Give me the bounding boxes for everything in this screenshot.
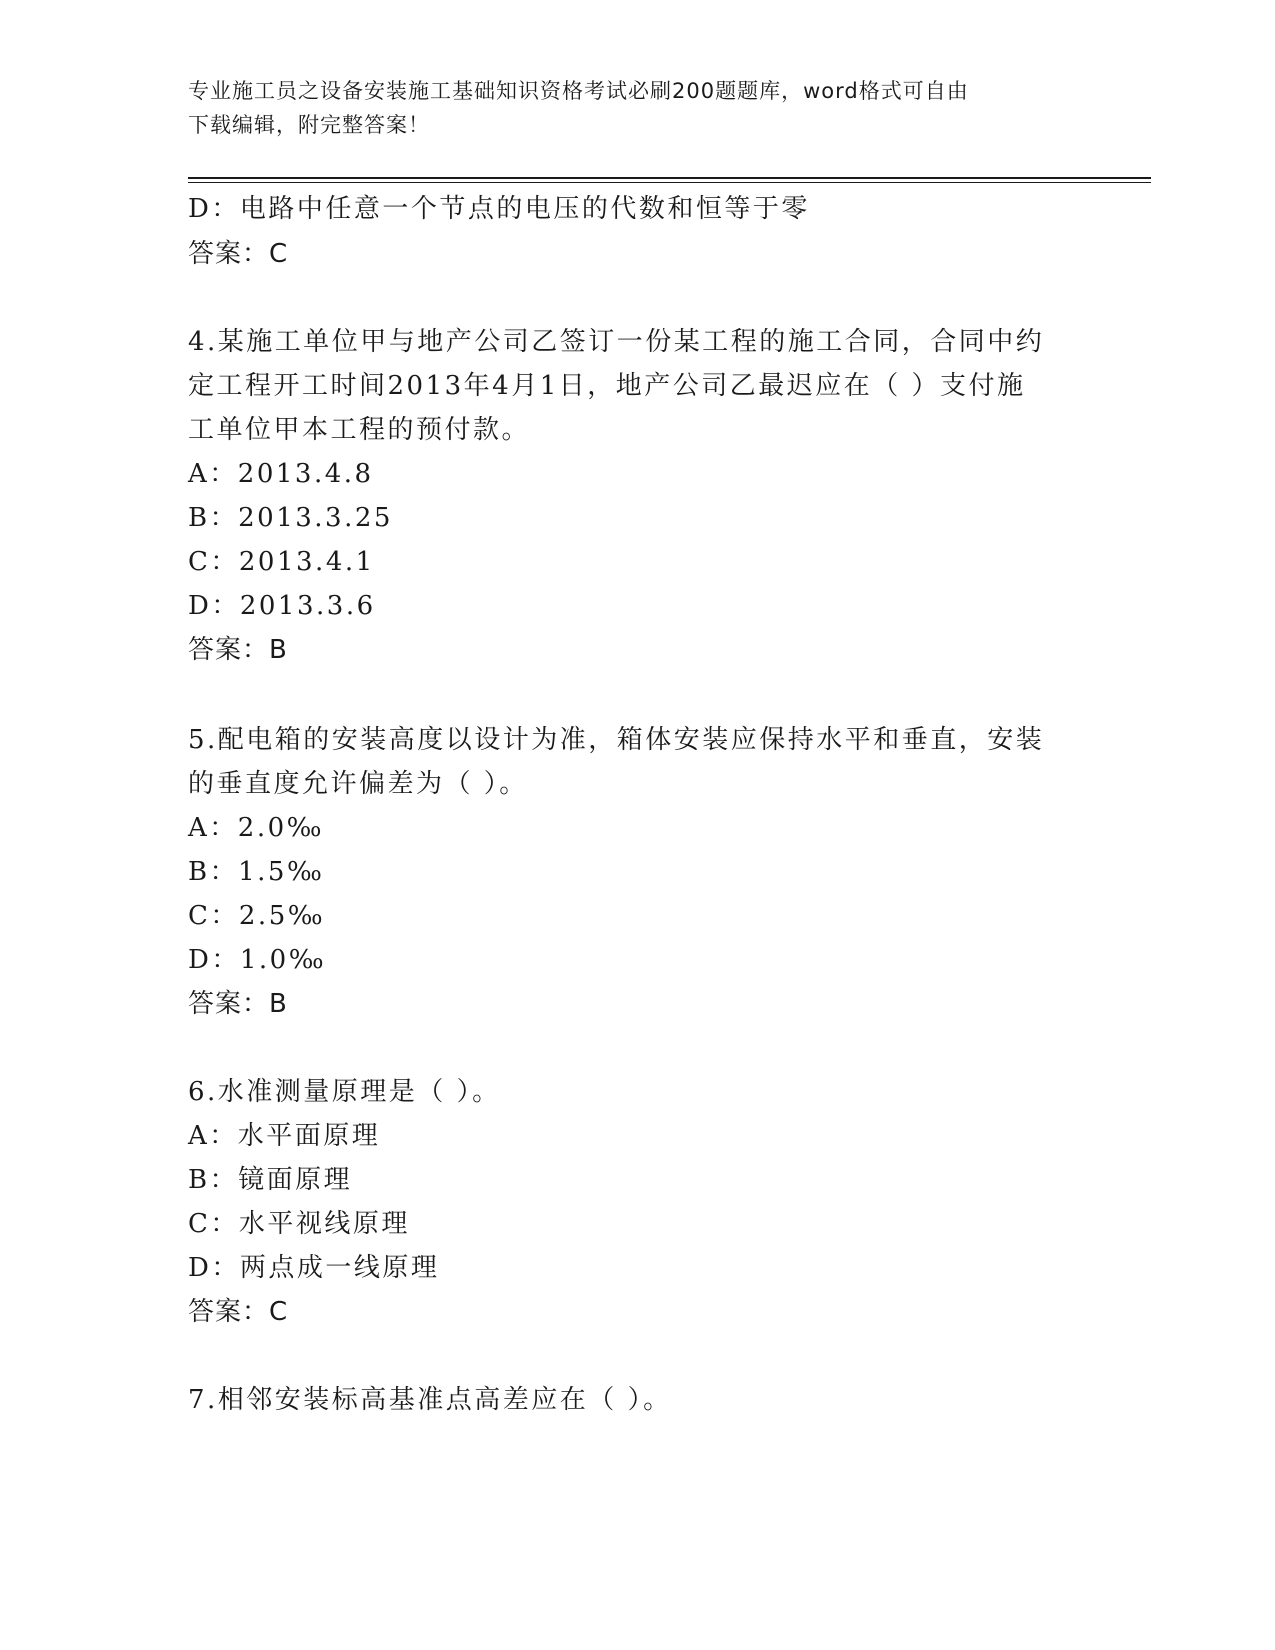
header-rule-thin: [188, 182, 1151, 183]
option-line: B：2013.3.25: [188, 503, 393, 533]
question-line: 6.水准测量原理是（ ）。: [188, 1077, 501, 1107]
option-line: D：两点成一线原理: [188, 1253, 440, 1283]
question-line: 7.相邻安装标高基准点高差应在（ ）。: [188, 1385, 672, 1415]
option-line: D：1.0‰: [188, 945, 327, 975]
option-line: D：2013.3.6: [188, 591, 376, 621]
option-line: A：2013.4.8: [188, 459, 374, 489]
question-line: 5.配电箱的安装高度以设计为准，箱体安装应保持水平和垂直，安装: [188, 725, 1045, 755]
answer-line: 答案：B: [188, 989, 288, 1019]
question-line: 工单位甲本工程的预付款。: [188, 415, 531, 445]
option-line: B：镜面原理: [188, 1165, 353, 1195]
option-line: A：水平面原理: [188, 1121, 381, 1151]
option-line: D：电路中任意一个节点的电压的代数和恒等于零: [188, 194, 810, 224]
answer-line: 答案：C: [188, 1297, 289, 1327]
page-header: [188, 74, 1068, 142]
option-line: C：2.5‰: [188, 901, 326, 931]
header-line-1: 专业施工员之设备安装施工基础知识资格考试必刷200题题库，word格式可自由: [188, 79, 969, 103]
answer-line: 答案：C: [188, 239, 289, 269]
header-rule-thick: [188, 177, 1151, 179]
option-line: B：1.5‰: [188, 857, 325, 887]
option-line: C：2013.4.1: [188, 547, 375, 577]
question-line: 的垂直度允许偏差为（ ）。: [188, 769, 528, 799]
question-line: 4.某施工单位甲与地产公司乙签订一份某工程的施工合同，合同中约: [188, 327, 1045, 357]
answer-line: 答案：B: [188, 635, 288, 665]
option-line: A：2.0‰: [188, 813, 325, 843]
header-line-2: 下载编辑，附完整答案！: [188, 113, 430, 137]
question-line: 定工程开工时间2013年4月1日，地产公司乙最迟应在（ ）支付施: [188, 371, 1026, 401]
option-line: C：水平视线原理: [188, 1209, 410, 1239]
